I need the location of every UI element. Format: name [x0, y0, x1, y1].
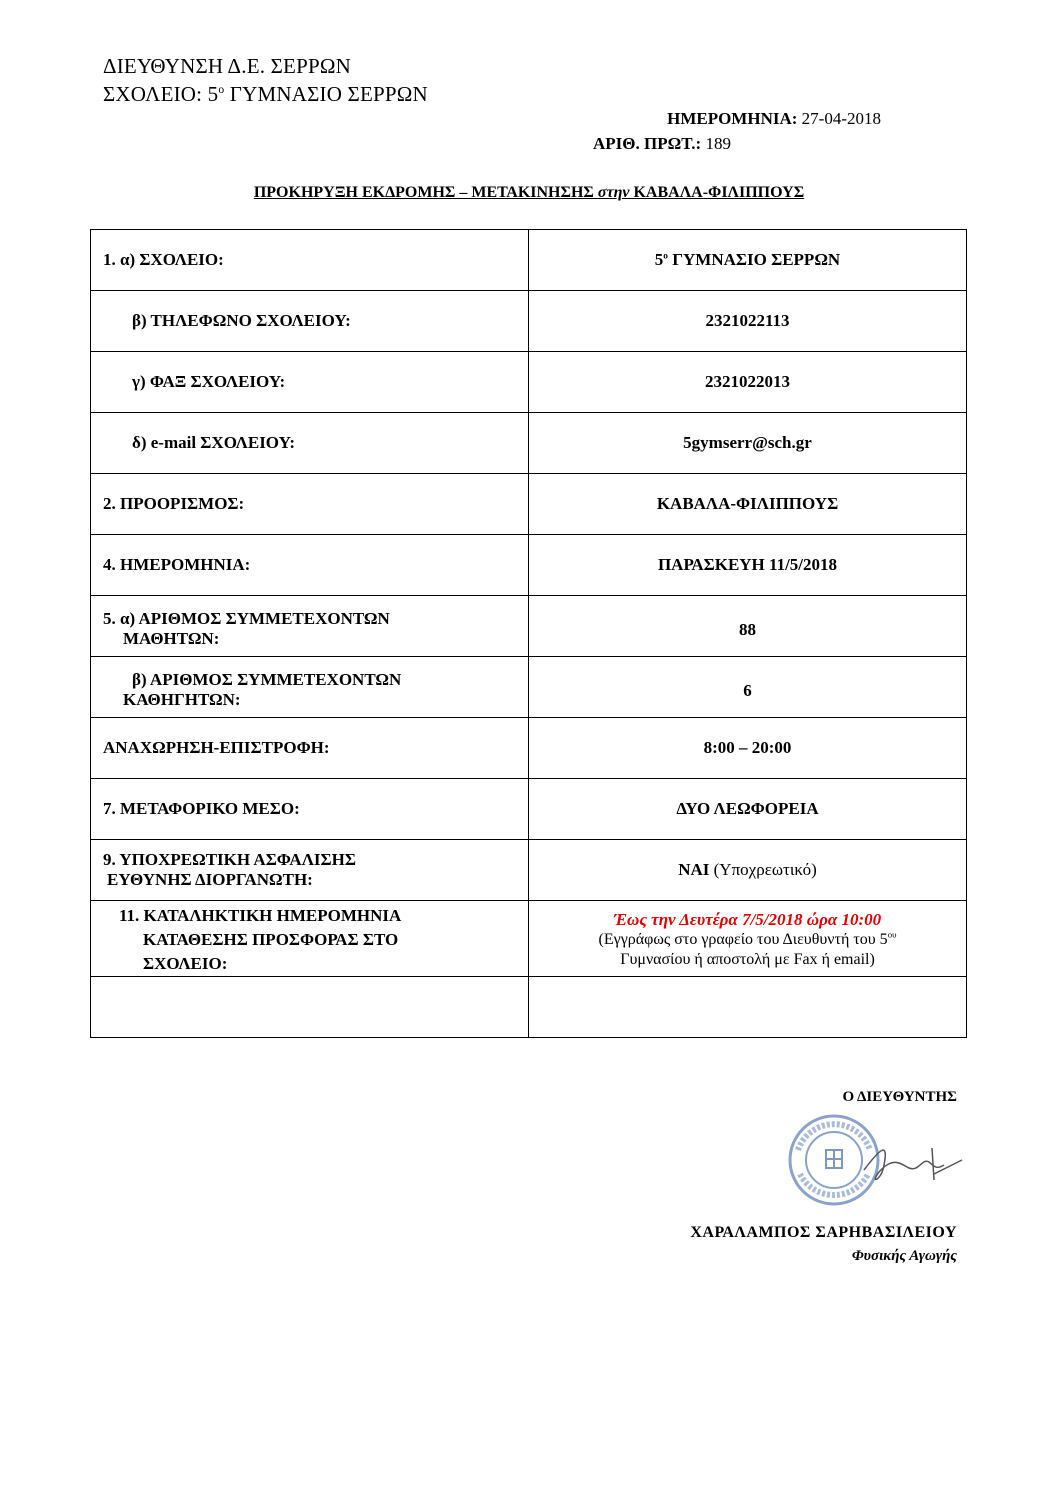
destination-label: 2. ΠΡΟΟΡΙΣΜΟΣ: [91, 474, 529, 535]
offer-deadline-value [529, 901, 967, 977]
destination-value: ΚΑΒΑΛΑ-ΦΙΛΙΠΠΟΥΣ [529, 474, 967, 535]
table-row [91, 291, 967, 352]
protocol-number: ΑΡΙΘ. ΠΡΩΤ.: 189 [593, 134, 731, 153]
table-row [91, 535, 967, 596]
table-row [91, 840, 967, 901]
table-row [91, 657, 967, 718]
fax-value: 2321022013 [529, 352, 967, 413]
table-row [91, 901, 967, 977]
table-row [91, 230, 967, 291]
directorate-heading: ΔΙΕΥΘΥΝΣΗ Δ.Ε. ΣΕΡΡΩΝ [103, 54, 352, 78]
table-row [91, 352, 967, 413]
phone-label: β) ΤΗΛΕΦΩΝΟ ΣΧΟΛΕΙΟΥ: [91, 291, 529, 352]
table-row [91, 779, 967, 840]
table-row [91, 977, 967, 1038]
students-count-value: 88 [529, 596, 967, 657]
insurance-label: 9. ΥΠΟΧΡΕΩΤΙΚΗ ΑΣΦΑΛΙΣΗΣ ΕΥΘΥΝΗΣ ΔΙΟΡΓΑΝΩΤΗ: [91, 840, 529, 901]
transport-value: ΔΥΟ ΛΕΩΦΟΡΕΙΑ [529, 779, 967, 840]
table-row [91, 413, 967, 474]
transport-label: 7. ΜΕΤΑΦΟΡΙΚΟ ΜΕΣΟ: [91, 779, 529, 840]
signer-name: ΧΑΡΑΛΑΜΠΟΣ ΣΑΡΗΒΑΣΙΛΕΙΟΥ [690, 1224, 957, 1241]
offer-deadline-label: 11. ΚΑΤΑΛΗΚΤΙΚΗ ΗΜΕΡΟΜΗΝΙΑ ΚΑΤΑΘΕΣΗΣ ΠΡΟΣΦΟΡΑΣ ΣΤΟ ΣΧΟΛΕΙΟ: [91, 901, 529, 977]
official-stamp-with-signature [784, 1110, 966, 1210]
departure-return-value: 8:00 – 20:00 [529, 718, 967, 779]
fax-label: γ) ΦΑΞ ΣΧΟΛΕΙΟΥ: [91, 352, 529, 413]
phone-value: 2321022113 [529, 291, 967, 352]
table-row [91, 718, 967, 779]
email-value: 5gymserr@sch.gr [529, 413, 967, 474]
signer-role: Φυσικής Αγωγής [851, 1248, 957, 1264]
school-value: $5^o$ ΓΥΜΝΑΣΙΟ ΣΕΡΡΩΝ [529, 230, 967, 291]
signatory-title: Ο ΔΙΕΥΘΥΝΤΗΣ [842, 1089, 957, 1105]
school-heading: ΣΧΟΛΕΙΟ: $5^o$ ΓΥΜΝΑΣΙΟ ΣΕΡΡΩΝ [103, 82, 428, 106]
teachers-count-value: 6 [529, 657, 967, 718]
document-date: ΗΜΕΡΟΜΗΝΙΑ: 27-04-2018 [667, 109, 881, 128]
teachers-count-label: β) ΑΡΙΘΜΟΣ ΣΥΜΜΕΤΕΧΟΝΤΩΝ ΚΑΘΗΓΗΤΩΝ: [91, 657, 529, 718]
document-title: ΠΡΟΚΗΡΥΞΗ ΕΚΔΡΟΜΗΣ – ΜΕΤΑΚΙΝΗΣΗΣ στην ΚΑΒΑΛΑ-ΦΙΛΙΠΠΟΥΣ [253, 184, 805, 201]
deadline-date: Έως την Δευτέρα 7/5/2018 ώρα 10:00 [613, 910, 882, 929]
trip-date-value: ΠΑΡΑΣΚΕΥΗ 11/5/2018 [529, 535, 967, 596]
insurance-value: ΝΑΙ (Υποχρεωτικό) [529, 840, 967, 901]
students-count-label: 5. α) ΑΡΙΘΜΟΣ ΣΥΜΜΕΤΕΧΟΝΤΩΝ ΜΑΘΗΤΩΝ: [91, 596, 529, 657]
trip-details-table [90, 229, 967, 1038]
table-row [91, 474, 967, 535]
trip-date-label: 4. ΗΜΕΡΟΜΗΝΙΑ: [91, 535, 529, 596]
school-label: 1. α) ΣΧΟΛΕΙΟ: [91, 230, 529, 291]
empty-cell [91, 977, 529, 1038]
departure-return-label: ΑΝΑΧΩΡΗΣΗ-ΕΠΙΣΤΡΟΦΗ: [91, 718, 529, 779]
empty-cell [529, 977, 967, 1038]
table-row [91, 596, 967, 657]
deadline-note: (Εγγράφως στο γραφείο του Διευθυντή του $5^{o\upsilon}$ Γυμνασίου ή αποστολή με Fax ή email) [598, 929, 897, 968]
email-label: δ) e-mail ΣΧΟΛΕΙΟΥ: [91, 413, 529, 474]
